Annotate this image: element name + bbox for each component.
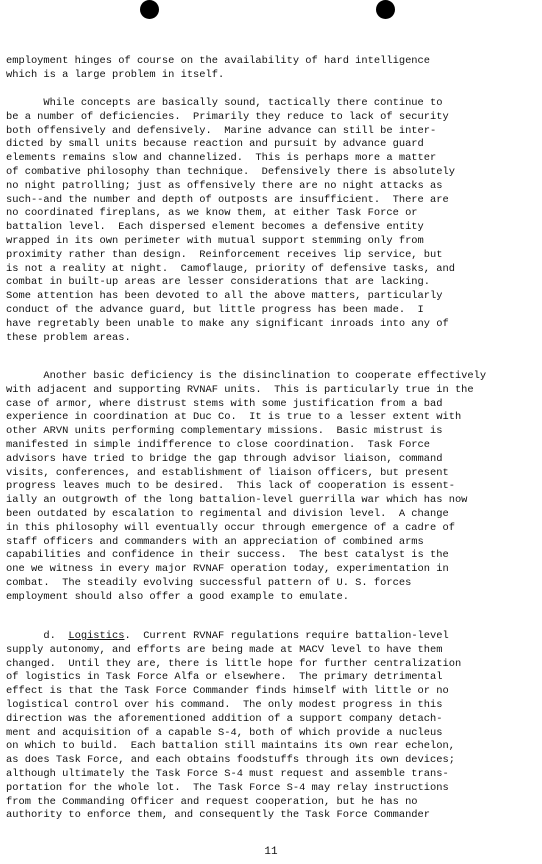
heading-line-rest: . Current RVNAF regulations require battalion-level — [124, 630, 449, 642]
text-line: no night patrolling; just as offensively there are no night attacks as — [6, 179, 443, 192]
text-line: have regretably been unable to make any significant inroads into any of — [6, 317, 449, 330]
text-line: logistical control over his command. The only modest progress in this — [6, 698, 443, 711]
section-heading-logistics: Logistics — [68, 630, 125, 642]
text-line: changed. Until they are, there is little hope for further centralization — [6, 657, 462, 670]
text-line: both offensively and defensively. Marine advance can still be inter- — [6, 124, 437, 137]
text-line: ially an outgrowth of the long battalion-level guerrilla war which has now — [6, 494, 468, 507]
text-line: elements remains slow and channelized. This is perhaps more a matter — [6, 152, 437, 165]
text-line: combat in built-up areas are lesser considerations that are lacking. — [6, 276, 431, 289]
text-line: one we witness in every major RVNAF operation today, experimentation in — [6, 563, 449, 576]
text-line: of combative philosophy than technique. Defensively there is absolutely — [6, 165, 455, 178]
text-line: case of armor, where distrust stems with some justification from a bad — [6, 397, 443, 410]
text-line: which is a large problem in itself. — [6, 68, 225, 81]
text-line: supply autonomy, and efforts are being made at MACV level to have them — [6, 643, 443, 656]
text-line: visits, conferences, and establishment of liaison officers, but present — [6, 466, 449, 479]
text-line: progress leaves much to be desired. This lack of cooperation is essent- — [6, 480, 455, 493]
binder-hole-right — [376, 0, 395, 19]
text-line: conduct of the advance guard, but little progress has been made. I — [6, 303, 424, 316]
text-line: staff officers and commanders with an appreciation of combined arms — [6, 535, 424, 548]
text-line: of logistics in Task Force Alfa or elsewhere. The primary detrimental — [6, 671, 443, 684]
text-line: wrapped in its own perimeter with mutual support stemming only from — [6, 234, 424, 247]
paragraph-tactical-deficiencies — [6, 97, 538, 345]
text-line: direction was the aforementioned addition of a support company detach- — [6, 712, 443, 725]
text-line: Some attention has been devoted to all the above matters, particularly — [6, 290, 443, 303]
logistics-heading-line — [6, 630, 538, 644]
text-line: experience in coordination at Duc Co. It is true to a lesser extent with — [6, 411, 462, 424]
text-line: ment and acquisition of a capable S-4, both of which provide a nucleus — [6, 726, 443, 739]
text-line: battalion level. Each dispersed element becomes a defensive entity — [6, 221, 424, 234]
text-line: manifested in simple indifference to close coordination. Task Force — [6, 438, 431, 451]
text-line: other ARVN units performing complementary missions. Basic mistrust is — [6, 425, 443, 438]
text-line: with adjacent and supporting RVNAF units. This is particularly true in the — [6, 383, 474, 396]
text-line: Another basic deficiency is the disinclination to cooperate effectively — [6, 370, 487, 382]
text-line: combat. The steadily evolving successful pattern of U. S. forces — [6, 576, 412, 589]
text-line: effect is that the Task Force Commander finds himself with little or no — [6, 685, 449, 698]
text-line: capabilities and confidence in their success. The best catalyst is the — [6, 549, 449, 562]
text-line: from the Commanding Officer and request cooperation, but he has no — [6, 795, 418, 808]
section-letter: d. — [6, 630, 69, 642]
text-line: proximity rather than design. Reinforcement receives lip service, but — [6, 248, 443, 261]
paragraph-cooperation — [6, 370, 538, 605]
text-line: dicted by small units because reaction and pursuit by advance guard — [6, 138, 424, 151]
paragraph-logistics — [6, 630, 538, 823]
text-line: on which to build. Each battalion still maintains its own rear echelon, — [6, 740, 455, 753]
text-line: authority to enforce them, and consequently the Task Force Commander — [6, 809, 431, 822]
text-line: in this philosophy will eventually occur through emergence of a cadre of — [6, 521, 455, 534]
text-line: advisors have tried to bridge the gap through advisor liaison, command — [6, 452, 443, 465]
text-line: employment hinges of course on the availability of hard intelligence — [6, 55, 431, 67]
paragraph-intelligence — [6, 55, 538, 83]
text-line: been outdated by escalation to regimental and division level. A change — [6, 507, 449, 520]
text-line: although ultimately the Task Force S-4 must request and assemble trans- — [6, 767, 449, 780]
text-line: these problem areas. — [6, 331, 131, 344]
text-line: such--and the number and depth of outposts are insufficient. There are — [6, 193, 449, 206]
text-line: employment should also offer a good example to emulate. — [6, 590, 349, 603]
text-line: is not a reality at night. Camoflauge, priority of defensive tasks, and — [6, 262, 455, 275]
text-line: be a number of deficiencies. Primarily they reduce to lack of security — [6, 110, 449, 123]
text-line: portation for the whole lot. The Task Force S-4 may relay instructions — [6, 781, 449, 794]
binder-hole-left — [140, 0, 159, 19]
page-number: 11 — [264, 846, 278, 858]
text-line: no coordinated fireplans, as we know them, at either Task Force or — [6, 207, 418, 220]
text-line: While concepts are basically sound, tactically there continue to — [6, 97, 443, 109]
text-line: as does Task Force, and each obtains foodstuffs through its own devices; — [6, 754, 455, 767]
